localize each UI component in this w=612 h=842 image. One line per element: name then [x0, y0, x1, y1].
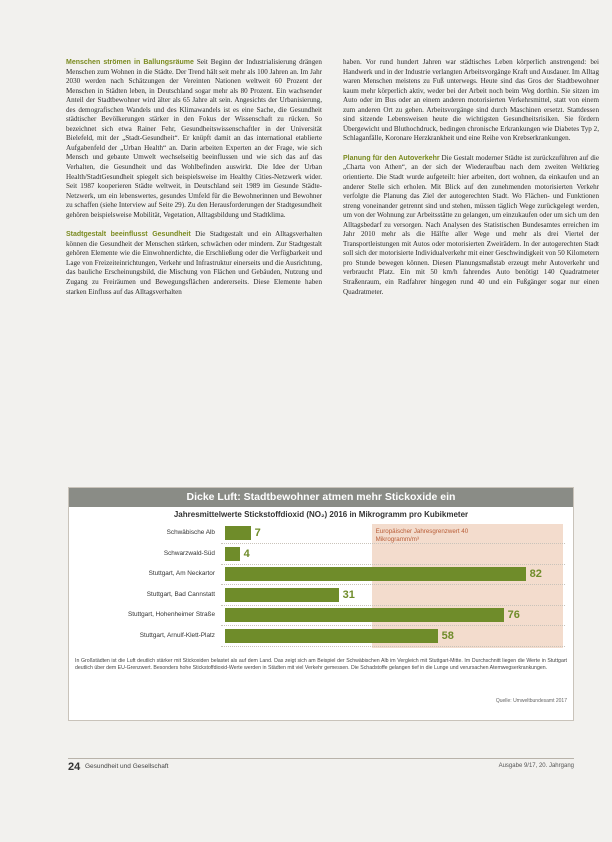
bar [225, 629, 438, 643]
no2-bar-chart [68, 487, 574, 721]
paragraph-text: Seit Beginn der Industrialisierung drängen Menschen zum Wohnen in die Städte. Der Trend hält seit mehr als 100 Jahren an. Im Jahr 2030 werden nach Schätzungen der Vereinten Nationen weltweit 60 Prozent der Menschen in Städten leben, in Deutschland sogar mehr als 80 Prozent. Ein wachsender Anteil der Stadtbewohner wird älter als 65 Jahre alt sein. Angesichts der Urbanisierung, des demografischen Wandels und des Klimawandels ist es eine Sache, die Gesundheit städtischer Bevölkerungen stärker in den Fokus der Wissenschaft zu rücken. So bezeichnet sich etwa Rainer Fehr, Gesundheitswissenschaftler in der Universität Bielefeld, mit der „Stadt-Gesundheit“. Er knüpft damit an das international etablierte Aufgabenfeld der „Urban Health“ an. Darin arbeiten Experten an der Frage, wie sich Mensch und gebaute Umwelt wechselseitig beeinflussen und wie sich das auf das Verhalten, die Gesundheit und das Wohlbefinden auswirkt. Die Idee der Urban Health/StadtGesundheit spiegelt sich beispielsweise im Healthy Cities-Netzwerk wider. Seit 1987 kooperieren Städte weltweit, in Deutschland seit 1989 im Gesunde Städte-Netzwerk, um ein lebenswertes, gesundes Umfeld für die Bewohnerinnen und Bewohner zu schaffen (siehe Interview auf Seite 29). Zu den Herausforderungen der Stadtgesundheit gehören beispielsweise Mobilität, Vegetation, Alltagsbildung und Stadtklima. [66, 58, 322, 219]
paragraph-text: Die Gestalt moderner Städte ist zurückzuführen auf die „Charta von Athen“, an der sich der Wiederaufbau nach dem zweiten Weltkrieg orientierte. Die Stadt wurde aufgeteilt: hier arbeiten, dort wohnen, da einkaufen und an anderer Stelle sich erholen. Mit Blick auf den zunehmenden motorisierten Verkehr verfolgte die Planung das Ziel der autogerechten Stadt. Wo Flächen- und Funktionen streng voneinander getrennt sind und stehen, müssen täglich Wege zurückgelegt werden, um von der Wohnung zur Arbeitsstätte zu gelangen, um einzukaufen oder um sich um den Alltagsbedarf zu versorgen. Nach Analysen des Statistischen Bundesamtes erreichen im Jahr 2010 mehr als die Hälfte aller Wege und mehr als drei Viertel der Transportleistungen mit Autos oder motorisierten Zweirädern. In der autogerechten Stadt soll sich der motorisierte Individualverkehr mit einer Geschwindigkeit von 50 Kilometern pro Stunde bewegen können. Diesen Planungsmaßstab erzeugt mehr Autoverkehr und verbraucht Platz. Ein mit 50 km/h fahrendes Auto benötigt 140 Quadratmeter Straßenraum, ein Radfahrer hingegen rund 40 und ein Fußgänger sogar nur einen Quadratmeter. [343, 153, 599, 296]
paragraph-text: haben. Vor rund hundert Jahren war städtisches Leben körperlich anstrengend: bei Handwerk und in der Industrie verlangten Arbeitsvorgänge Kraft und Ausdauer. Im Alltag waren Menschen meistens zu Fuß unterwegs. Heute sind das Gros der Stadtbewohner kaum mehr körperlich aktiv, weder bei der Arbeit noch beim Weg dorthin. Sie sitzen im Auto oder im Bus oder an einem anderen motorisierten Verkehrsmittel, statt von einem zum anderen Ort zu gehen. Arbeitsvorgänge sind durch Maschinen ersetzt. Stattdessen sind sitzende Lebensweisen heute die wichtigsten Gesundheitsrisiken. Sie fördern Übergewicht und Bluthochdruck, bedingen chronische Erkrankungen wie Diabetes Typ 2, Schlaganfälle, Koronare Herzkrankheit und eine Reihe von Krebserkrankungen. [343, 58, 599, 143]
row-divider [221, 564, 565, 565]
paragraph [66, 230, 322, 297]
paragraph [343, 154, 599, 297]
page-footer [68, 758, 574, 773]
category-labels [77, 522, 219, 650]
category-label: Stuttgart, Arnulf-Klett-Platz [139, 631, 215, 639]
paragraph-text: Die Stadtgestalt und ein Alltagsverhalten können die Gesundheit der Menschen stärken, schwächen oder mindern. Zur Stadtgestalt gehören Elemente wie die Einwohnerdichte, die Erschließung oder die Verfügbarkeit und Lage von Freizeiteinrichtungen, Verkehr und Infrastruktur einerseits und die Ausrichtung, das bauliche Erscheinungsbild, die Mischung von Flächen und Gebäuden, Nutzung und Zugang zu Freiräumen und Bewegungsflächen andererseits. Diese Elemente haben starken Einfluss auf das Alltagsverhalten [66, 230, 322, 296]
page-number: 24 [68, 761, 81, 773]
subheading: Stadtgestalt beeinflusst Gesundheit [66, 231, 191, 239]
subheading: Planung für den Autoverkehr [343, 154, 440, 162]
bar [225, 526, 251, 540]
threshold-label: Europäischer Jahresgrenzwert 40 Mikrogramm/m³ [375, 528, 469, 543]
section-name: Gesundheit und Gesellschaft [85, 763, 169, 770]
chart-subtitle: Jahresmittelwerte Stickstoffdioxid (NO₂) 2016 in Mikrogramm pro Kubikmeter [173, 510, 469, 519]
bar-value-label: 58 [441, 629, 454, 642]
bar [225, 608, 504, 622]
bar [225, 567, 526, 581]
chart-plot-area [77, 522, 565, 650]
row-divider [221, 625, 565, 626]
category-label: Stuttgart, Am Neckartor [148, 570, 215, 577]
row-divider [221, 543, 565, 544]
bar-value-label: 76 [507, 609, 520, 621]
category-label: Schwäbische Alb [166, 529, 215, 536]
category-label: Stuttgart, Hohenheimer Straße [127, 611, 215, 618]
row-divider [221, 605, 565, 606]
category-label: Schwarzwald-Süd [163, 549, 215, 557]
bar [225, 547, 240, 561]
bar-value-label: 82 [529, 568, 542, 580]
bar-value-label: 7 [254, 527, 261, 539]
row-divider [221, 646, 565, 647]
row-divider [221, 584, 565, 585]
bar-value-label: 31 [342, 588, 355, 601]
article-column-left [66, 58, 322, 307]
article-column-right [343, 58, 599, 307]
chart-title: Dicke Luft: Stadtbewohner atmen mehr Stickoxide ein [69, 488, 573, 507]
issue-info: Ausgabe 9/17, 20. Jahrgang [498, 763, 574, 769]
chart-source: Quelle: Umweltbundesamt 2017 [495, 698, 567, 704]
chart-footnote: In Großstädten ist die Luft deutlich stärker mit Stickoxiden belastet als auf dem Land. Das zeigt sich am Beispiel der Schwäbischen Alb im Vergleich mit Stuttgart-Mitte. Im Durchschnitt liegen die Werte in Stuttgart deutlich über dem EU-Grenzwert. Besonders hohe Stickstoffdioxid-Werte werden in Städten mit viel Verkehr gemessen. Die Schadstoffe gelangen tief in die Lunge und verursachen Atemwegserkrankungen. [75, 658, 567, 671]
paragraph [343, 58, 599, 144]
bar-value-label: 4 [243, 547, 250, 560]
subheading: Menschen strömen in Ballungsräume [66, 59, 194, 66]
paragraph [66, 58, 322, 220]
bar [225, 588, 339, 602]
category-label: Stuttgart, Bad Cannstatt [146, 590, 215, 598]
